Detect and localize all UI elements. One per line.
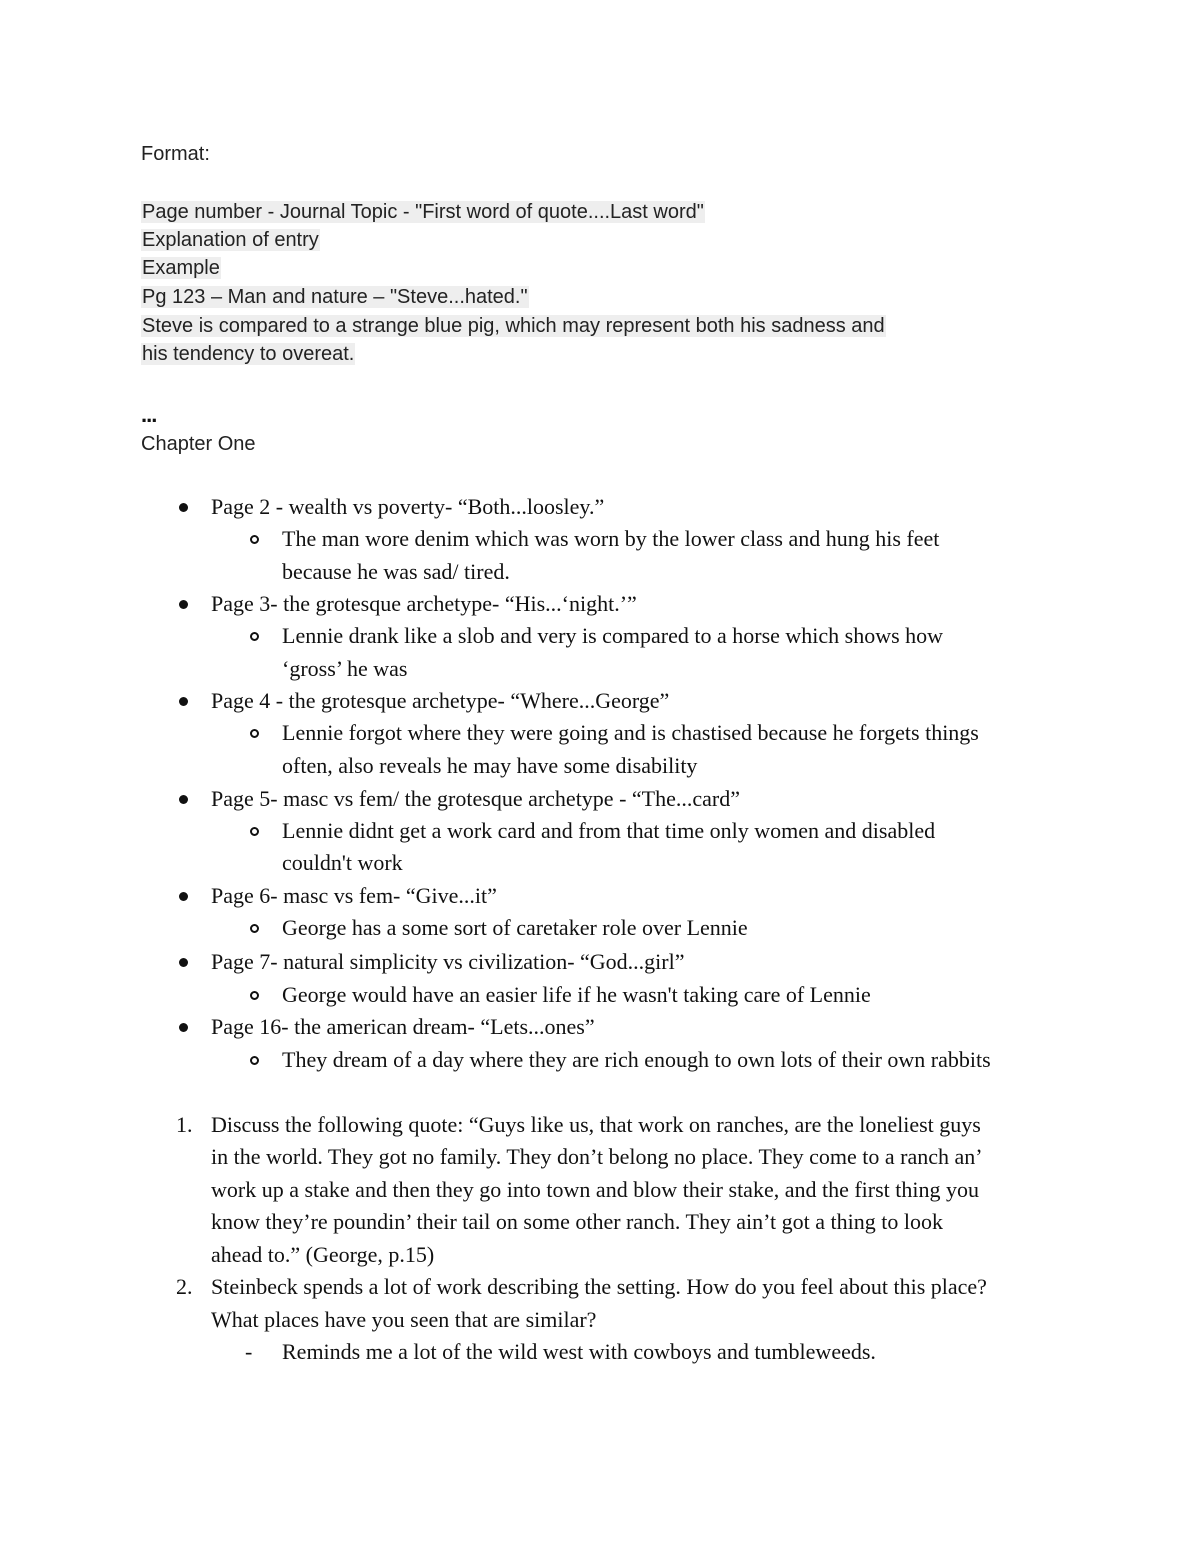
bullet-ring-icon [250,632,259,641]
question-line: Steinbeck spends a lot of work describing the setting. How do you feel about this place? [211,1274,987,1299]
format-template-line [141,198,705,226]
entry-topic: Page 7- natural simplicity vs civilization- “God...girl” [211,949,685,974]
example-label-text: Example [142,257,220,279]
entry-note: ‘gross’ he was [282,656,408,681]
bullet-dot-icon [179,600,188,609]
entry-note: often, also reveals he may have some disability [282,753,698,778]
bullet-ring-icon [250,729,259,738]
entry-note: couldn't work [282,850,403,875]
bullet-ring-icon [250,924,259,933]
entry-topic: Page 2 - wealth vs poverty- “Both...loosley.” [211,494,605,519]
bullet-dot-icon [179,697,188,706]
bullet-dot-icon [179,503,188,512]
question-line: Discuss the following quote: “Guys like us, that work on ranches, are the loneliest guys [211,1112,981,1137]
entry-note: because he was sad/ tired. [282,559,510,584]
explanation-label-text: Explanation of entry [142,229,319,251]
entry-topic: Page 16- the american dream- “Lets...ones” [211,1014,595,1039]
entry-note: Lennie didnt get a work card and from that time only women and disabled [282,818,936,843]
bullet-dot-icon [179,795,188,804]
entry-note: The man wore denim which was worn by the lower class and hung his feet [282,526,940,551]
entry-note: Lennie forgot where they were going and is chastised because he forgets things [282,720,979,745]
bullet-ring-icon [250,827,259,836]
bullet-ring-icon [250,1056,259,1065]
entry-note: Lennie drank like a slob and very is compared to a horse which shows how [282,623,944,648]
format-example-entry [141,283,529,311]
chapter-title: Chapter One [141,433,256,455]
bullet-dot-icon [179,892,188,901]
entry-topic: Page 3- the grotesque archetype- “His...‘night.’” [211,591,637,616]
entry-note: George would have an easier life if he wasn't taking care of Lennie [282,982,871,1007]
question-number: 1. [176,1112,193,1137]
entry-topic: Page 5- masc vs fem/ the grotesque archetype - “The...card” [211,786,740,811]
example-explanation-text-1: Steve is compared to a strange blue pig, which may represent both his sadness and [142,315,885,337]
format-example-explanation-line-2 [141,340,355,368]
example-explanation-text-2: his tendency to overeat. [142,343,355,365]
bullet-dot-icon [179,1023,188,1032]
question-line: work up a stake and then they go into town and blow their stake, and the first thing you [211,1177,980,1202]
example-entry-text: Pg 123 – Man and nature – "Steve...hated." [142,286,528,308]
format-example-label [141,254,221,282]
bullet-ring-icon [250,535,259,544]
entry-note: George has a some sort of caretaker role over Lennie [282,915,748,940]
format-template-text: Page number - Journal Topic - "First word of quote....Last word" [142,201,704,223]
question-line: ahead to.” (George, p.15) [211,1242,435,1267]
question-line: What places have you seen that are similar? [211,1307,597,1332]
answer-text: Reminds me a lot of the wild west with cowboys and tumbleweeds. [282,1339,876,1364]
question-line: in the world. They got no family. They don’t belong no place. They come to a ranch an’ [211,1144,983,1169]
entry-topic: Page 4 - the grotesque archetype- “Where...George” [211,688,670,713]
question-line: know they’re poundin’ their tail on some other ranch. They ain’t got a thing to look [211,1209,943,1234]
format-explanation-label [141,226,320,254]
bullet-dot-icon [179,958,188,967]
bullet-ring-icon [250,991,259,1000]
entry-topic: Page 6- masc vs fem- “Give...it” [211,883,497,908]
format-heading: Format: [141,143,210,165]
section-divider: ... [141,402,157,427]
answer-dash: - [245,1339,253,1364]
entry-note: They dream of a day where they are rich enough to own lots of their own rabbits [282,1047,991,1072]
format-example-explanation-line-1 [141,312,886,340]
question-number: 2. [176,1274,193,1299]
